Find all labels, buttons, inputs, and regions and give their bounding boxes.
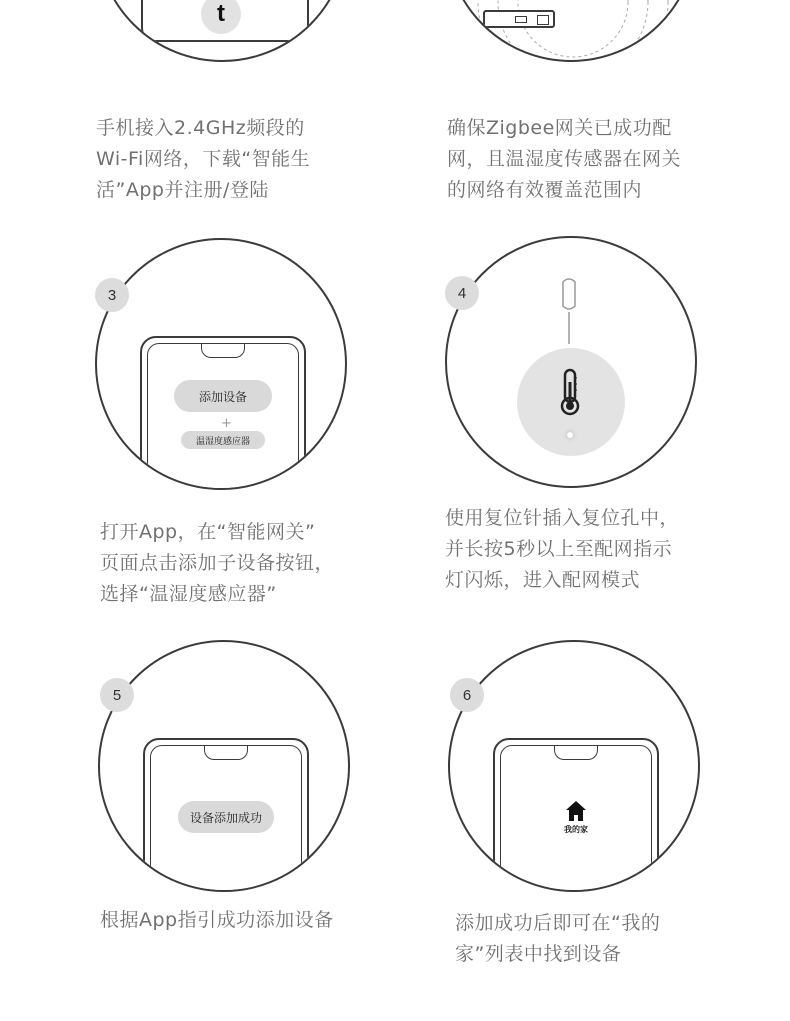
step-5-description: 根据App指引成功添加设备 xyxy=(100,909,334,931)
step-6-badge: 6 xyxy=(450,678,484,712)
home-label: 我的家 xyxy=(564,825,588,834)
step-2-description: 确保Zigbee网关已成功配 网，且温湿度传感器在网关 的网络有效覆盖范围内 xyxy=(447,117,682,201)
device-added-message: 设备添加成功 xyxy=(178,801,274,833)
step-3-badge: 3 xyxy=(95,278,129,312)
step-5-badge: 5 xyxy=(100,678,134,712)
step-4-description: 使用复位针插入复位孔中， 并长按5秒以上至配网指示 灯闪烁，进入配网模式 xyxy=(445,507,680,591)
thermometer-icon xyxy=(557,368,583,418)
step-1-illustration xyxy=(96,0,348,62)
step-6-description: 添加成功后即可在“我的 家”列表中找到设备 xyxy=(455,912,661,965)
plus-icon: + xyxy=(221,416,232,431)
home-icon[interactable] xyxy=(565,800,587,822)
app-icon-glyph: t xyxy=(217,0,225,27)
step-4-badge: 4 xyxy=(445,276,479,310)
sensor-option[interactable]: 温湿度感应器 xyxy=(181,431,265,449)
indicator-light xyxy=(567,432,573,438)
step-3-illustration xyxy=(95,238,347,490)
step-4-illustration xyxy=(445,236,697,488)
add-device-button[interactable]: 添加设备 xyxy=(174,380,272,412)
sensor-device xyxy=(517,348,625,456)
step-1-description: 手机接入2.4GHz频段的 Wi-Fi网络，下载“智能生 活”App并注册/登陆 xyxy=(96,117,311,201)
reset-pin-icon xyxy=(557,276,581,348)
step-6-illustration xyxy=(448,640,700,892)
step-2-illustration xyxy=(445,0,697,62)
step-3-phone xyxy=(140,336,306,490)
gateway-device xyxy=(483,10,555,28)
step-3-description: 打开App，在“智能网关” 页面点击添加子设备按钮， 选择“温湿度感应器” xyxy=(100,521,335,605)
step-5-illustration xyxy=(98,640,350,892)
